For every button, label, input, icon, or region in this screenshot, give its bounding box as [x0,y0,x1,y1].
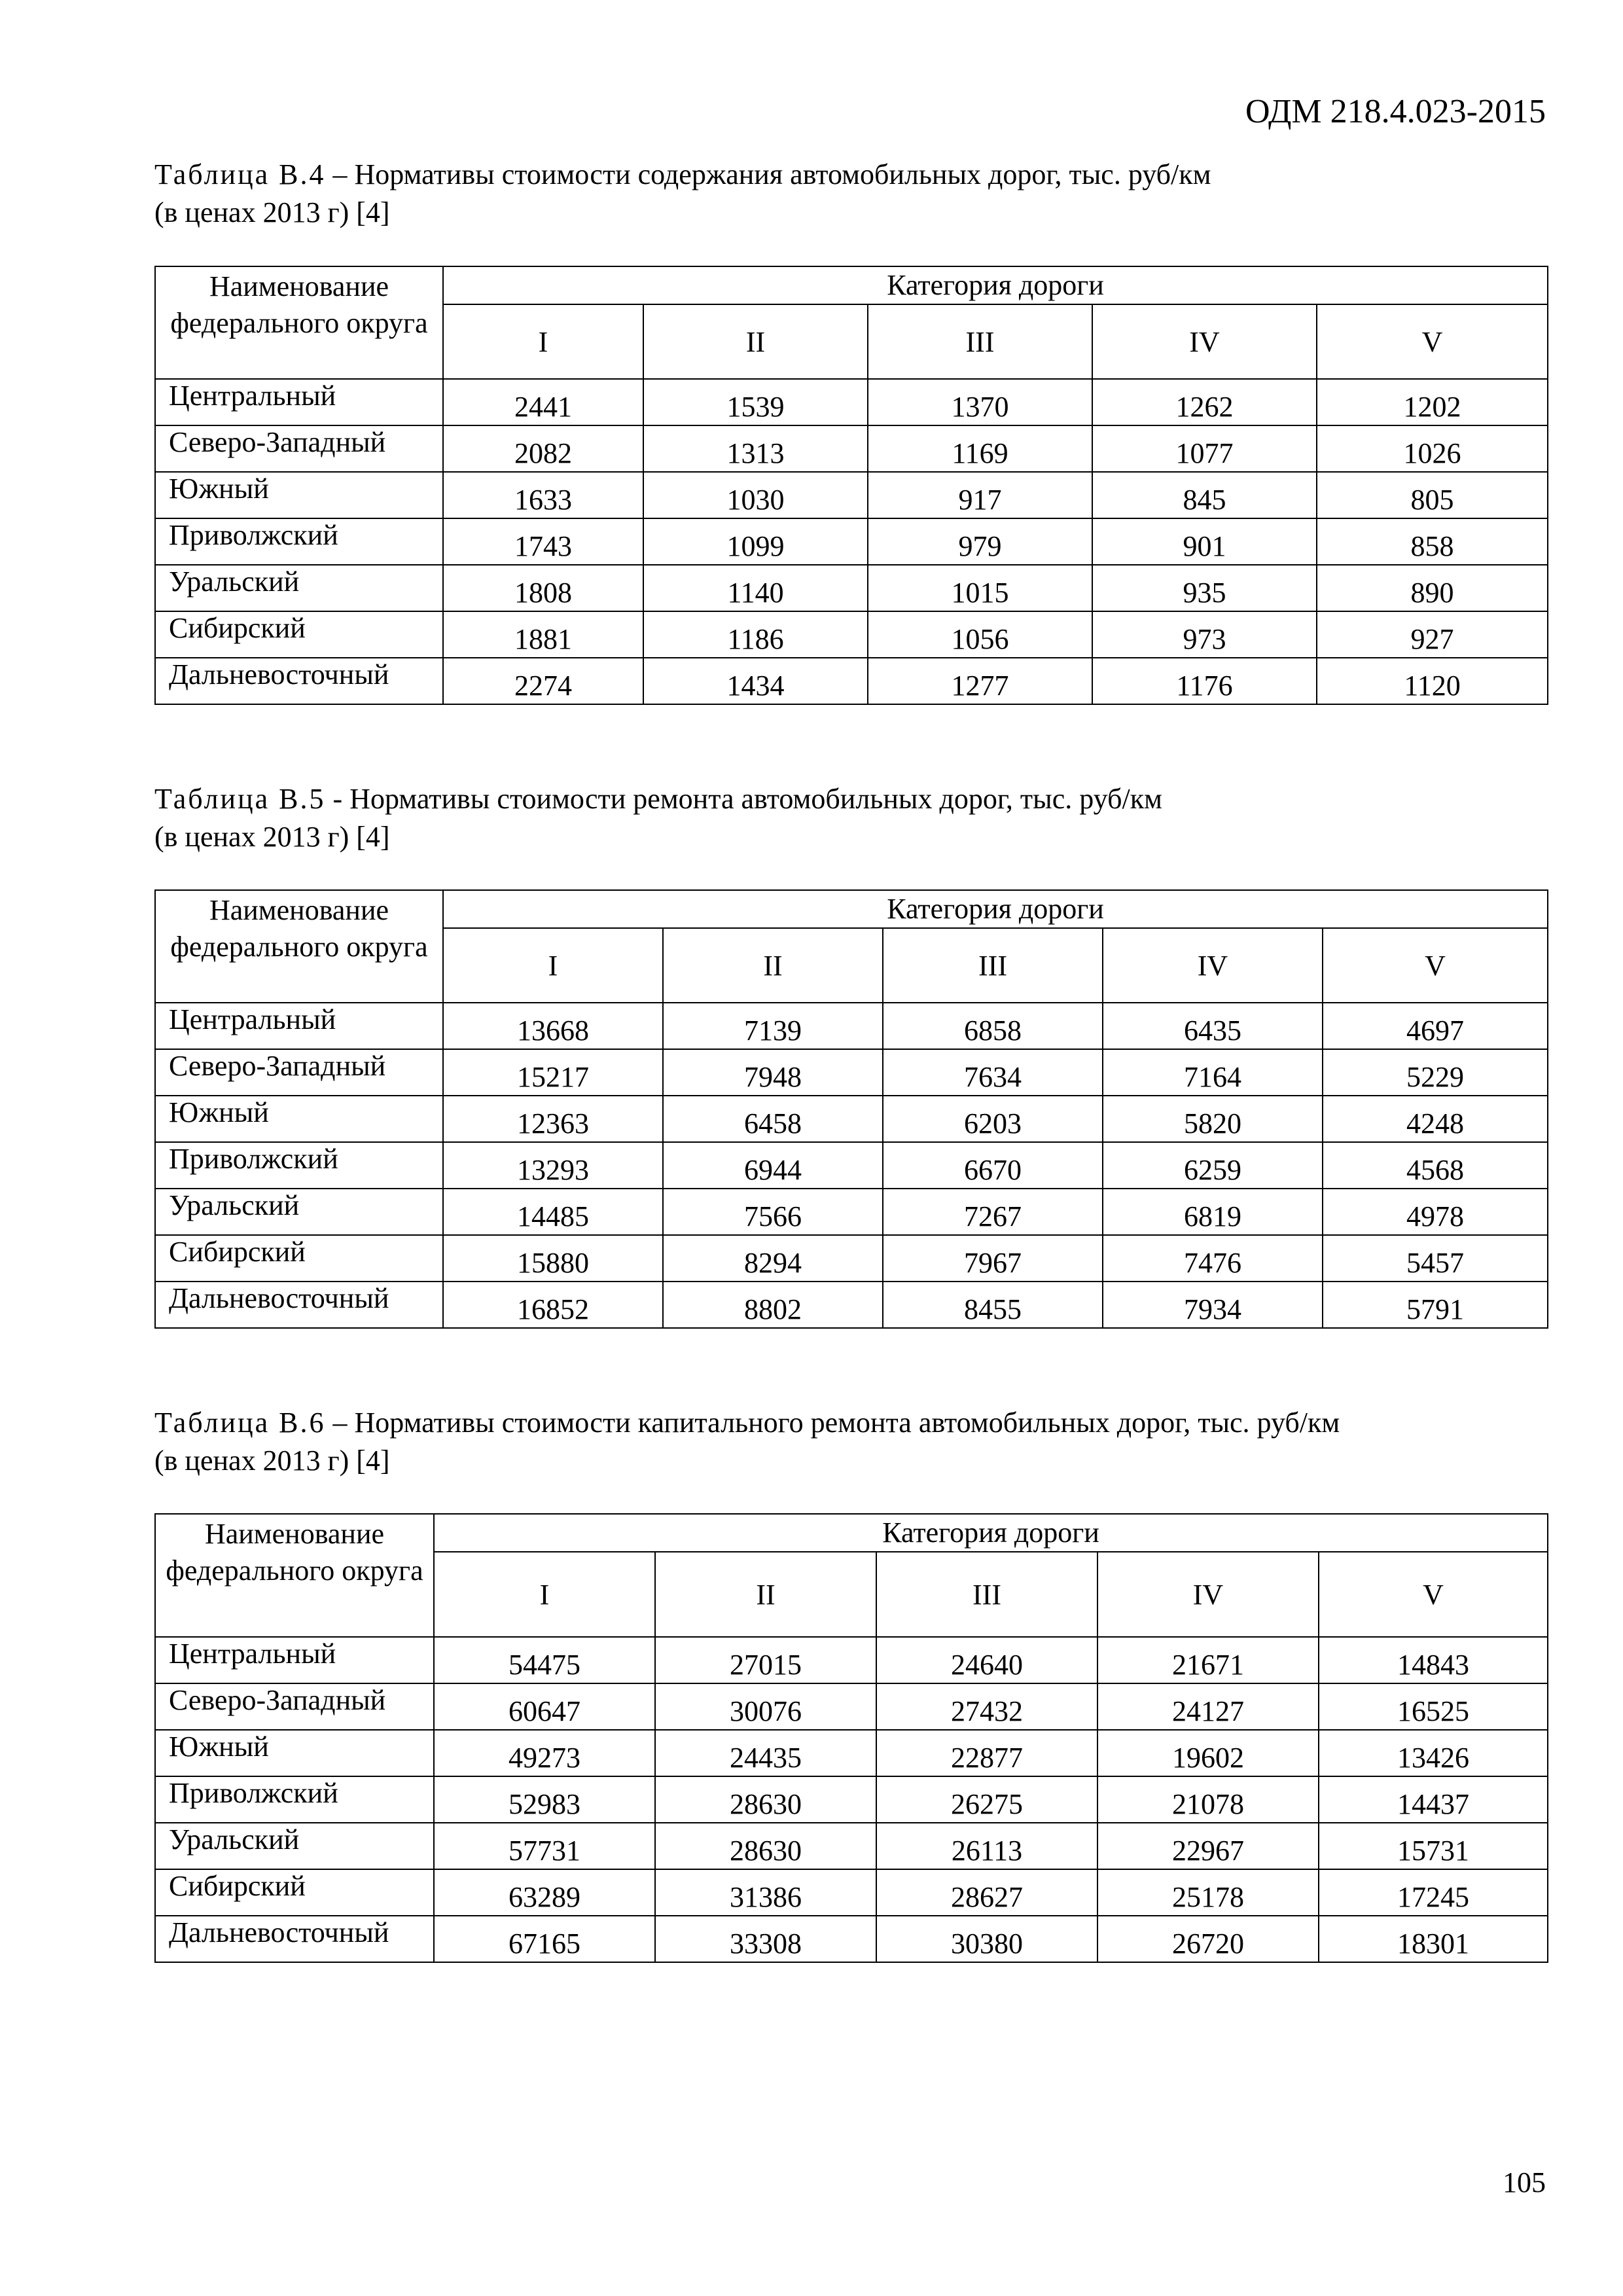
value-cell: 1140 [643,565,868,611]
value-cell: 1881 [443,611,643,658]
caption-label: Таблица В.4 [154,158,326,190]
value-cell: 7164 [1103,1049,1323,1096]
value-cell: 7267 [883,1189,1103,1235]
table-body [155,1637,1548,1962]
value-cell: 4248 [1323,1096,1548,1142]
value-cell: 927 [1317,611,1548,658]
value-cell: 5791 [1323,1282,1548,1328]
value-cell: 1539 [643,379,868,425]
value-cell: 1056 [868,611,1092,658]
caption-line-2: (в ценах 2013 г) [4] [154,1444,390,1477]
value-cell: 4697 [1323,1003,1548,1049]
caption-line-2: (в ценах 2013 г) [4] [154,196,390,228]
value-cell: 7934 [1103,1282,1323,1328]
value-cell: 1176 [1092,658,1317,704]
table-row [155,379,1548,425]
district-name-cell: Приволжский [155,1142,443,1189]
value-cell: 1169 [868,425,1092,472]
district-name-cell: Сибирский [155,611,443,658]
value-cell: 28627 [876,1869,1097,1916]
value-cell: 1030 [643,472,868,518]
value-cell: 7139 [663,1003,883,1049]
district-name-cell: Уральский [155,1189,443,1235]
value-cell: 63289 [434,1869,655,1916]
table-caption-b4 [154,156,1211,232]
value-cell: 26113 [876,1823,1097,1869]
value-cell: 1015 [868,565,1092,611]
district-name-cell: Уральский [155,565,443,611]
value-cell: 901 [1092,518,1317,565]
value-cell: 27432 [876,1683,1097,1730]
district-name-cell: Приволжский [155,1776,434,1823]
value-cell: 1186 [643,611,868,658]
header-cat-5: V [1319,1552,1548,1637]
value-cell: 4978 [1323,1189,1548,1235]
table-body [155,1003,1548,1328]
caption-line-1 [154,1404,1340,1442]
district-name-cell: Дальневосточный [155,1282,443,1328]
header-district-name: Наименование федерального округа [155,1514,434,1637]
value-cell: 7634 [883,1049,1103,1096]
table-row [155,1282,1548,1328]
value-cell: 1313 [643,425,868,472]
value-cell: 17245 [1319,1869,1548,1916]
value-cell: 1120 [1317,658,1548,704]
value-cell: 49273 [434,1730,655,1776]
value-cell: 1370 [868,379,1092,425]
value-cell: 22967 [1097,1823,1319,1869]
value-cell: 6858 [883,1003,1103,1049]
value-cell: 973 [1092,611,1317,658]
table-row [155,1049,1548,1096]
value-cell: 15217 [443,1049,663,1096]
value-cell: 22877 [876,1730,1097,1776]
value-cell: 2274 [443,658,643,704]
value-cell: 5457 [1323,1235,1548,1282]
district-name-cell: Сибирский [155,1235,443,1282]
value-cell: 60647 [434,1683,655,1730]
header-district-name: Наименование федерального округа [155,890,443,1003]
value-cell: 1743 [443,518,643,565]
value-cell: 24640 [876,1637,1097,1683]
table-caption-b6 [154,1404,1340,1480]
value-cell: 16525 [1319,1683,1548,1730]
table-row [155,1823,1548,1869]
district-name-cell: Центральный [155,1637,434,1683]
caption-label: Таблица В.6 [154,1407,326,1439]
value-cell: 1434 [643,658,868,704]
district-name-cell: Приволжский [155,518,443,565]
header-cat-2: II [643,304,868,379]
value-cell: 6259 [1103,1142,1323,1189]
header-cat-2: II [655,1552,876,1637]
header-row-category [155,890,1548,928]
value-cell: 4568 [1323,1142,1548,1189]
value-cell: 52983 [434,1776,655,1823]
table-row [155,472,1548,518]
header-cat-4: IV [1092,304,1317,379]
table-row [155,1730,1548,1776]
header-row-category [155,1514,1548,1552]
document-code: ОДМ 218.4.023-2015 [1245,93,1546,130]
value-cell: 7967 [883,1235,1103,1282]
header-road-category: Категория дороги [434,1514,1548,1552]
value-cell: 13426 [1319,1730,1548,1776]
district-name-cell: Северо-Западный [155,1683,434,1730]
value-cell: 5820 [1103,1096,1323,1142]
value-cell: 33308 [655,1916,876,1962]
district-name-cell: Дальневосточный [155,1916,434,1962]
value-cell: 16852 [443,1282,663,1328]
value-cell: 6458 [663,1096,883,1142]
caption-line-2: (в ценах 2013 г) [4] [154,821,390,853]
value-cell: 28630 [655,1823,876,1869]
header-cat-1: I [443,928,663,1003]
header-cat-3: III [876,1552,1097,1637]
value-cell: 845 [1092,472,1317,518]
value-cell: 13668 [443,1003,663,1049]
district-name-cell: Сибирский [155,1869,434,1916]
district-name-cell: Южный [155,1096,443,1142]
value-cell: 26720 [1097,1916,1319,1962]
caption-title: - Нормативы стоимости ремонта автомобильных дорог, тыс. руб/км [325,783,1162,815]
header-cat-5: V [1317,304,1548,379]
table-row [155,611,1548,658]
district-name-cell: Северо-Западный [155,425,443,472]
table-row [155,1189,1548,1235]
value-cell: 21078 [1097,1776,1319,1823]
value-cell: 5229 [1323,1049,1548,1096]
value-cell: 12363 [443,1096,663,1142]
district-name-cell: Северо-Западный [155,1049,443,1096]
value-cell: 1202 [1317,379,1548,425]
caption-line-1 [154,156,1211,194]
table-row [155,1142,1548,1189]
table-row [155,1776,1548,1823]
caption-title: – Нормативы стоимости капитального ремонта автомобильных дорог, тыс. руб/км [325,1407,1340,1439]
value-cell: 15880 [443,1235,663,1282]
header-cat-3: III [883,928,1103,1003]
value-cell: 917 [868,472,1092,518]
value-cell: 1077 [1092,425,1317,472]
district-name-cell: Центральный [155,1003,443,1049]
value-cell: 8294 [663,1235,883,1282]
header-cat-2: II [663,928,883,1003]
value-cell: 7948 [663,1049,883,1096]
value-cell: 1262 [1092,379,1317,425]
table-b4 [154,266,1548,705]
table-row [155,425,1548,472]
value-cell: 26275 [876,1776,1097,1823]
value-cell: 21671 [1097,1637,1319,1683]
table-row [155,1869,1548,1916]
value-cell: 30076 [655,1683,876,1730]
caption-line-1 [154,780,1162,818]
header-cat-3: III [868,304,1092,379]
header-cat-5: V [1323,928,1548,1003]
header-district-name: Наименование федерального округа [155,266,443,379]
value-cell: 8802 [663,1282,883,1328]
table-row [155,1637,1548,1683]
table-row [155,1683,1548,1730]
table-row [155,518,1548,565]
value-cell: 8455 [883,1282,1103,1328]
table-row [155,1235,1548,1282]
value-cell: 54475 [434,1637,655,1683]
value-cell: 24435 [655,1730,876,1776]
value-cell: 2082 [443,425,643,472]
value-cell: 31386 [655,1869,876,1916]
value-cell: 1026 [1317,425,1548,472]
value-cell: 7566 [663,1189,883,1235]
district-name-cell: Уральский [155,1823,434,1869]
table-row [155,1096,1548,1142]
header-cat-4: IV [1103,928,1323,1003]
value-cell: 18301 [1319,1916,1548,1962]
value-cell: 24127 [1097,1683,1319,1730]
header-road-category: Категория дороги [443,890,1548,928]
value-cell: 67165 [434,1916,655,1962]
table-row [155,658,1548,704]
table-caption-b5 [154,780,1162,856]
value-cell: 27015 [655,1637,876,1683]
value-cell: 858 [1317,518,1548,565]
value-cell: 57731 [434,1823,655,1869]
value-cell: 6435 [1103,1003,1323,1049]
table-row [155,565,1548,611]
value-cell: 14437 [1319,1776,1548,1823]
value-cell: 6203 [883,1096,1103,1142]
value-cell: 979 [868,518,1092,565]
value-cell: 1808 [443,565,643,611]
district-name-cell: Южный [155,1730,434,1776]
value-cell: 935 [1092,565,1317,611]
header-road-category: Категория дороги [443,266,1548,304]
table-b6 [154,1513,1548,1963]
district-name-cell: Южный [155,472,443,518]
value-cell: 28630 [655,1776,876,1823]
value-cell: 30380 [876,1916,1097,1962]
value-cell: 805 [1317,472,1548,518]
value-cell: 6944 [663,1142,883,1189]
value-cell: 6819 [1103,1189,1323,1235]
value-cell: 19602 [1097,1730,1319,1776]
header-row-category [155,266,1548,304]
value-cell: 25178 [1097,1869,1319,1916]
district-name-cell: Центральный [155,379,443,425]
value-cell: 7476 [1103,1235,1323,1282]
value-cell: 1633 [443,472,643,518]
value-cell: 1277 [868,658,1092,704]
header-cat-1: I [443,304,643,379]
table-row [155,1916,1548,1962]
table-body [155,379,1548,704]
value-cell: 14843 [1319,1637,1548,1683]
value-cell: 6670 [883,1142,1103,1189]
table-row [155,1003,1548,1049]
value-cell: 14485 [443,1189,663,1235]
caption-label: Таблица В.5 [154,783,326,815]
caption-title: – Нормативы стоимости содержания автомобильных дорог, тыс. руб/км [325,158,1211,190]
page-number: 105 [1503,2166,1546,2198]
header-cat-4: IV [1097,1552,1319,1637]
value-cell: 15731 [1319,1823,1548,1869]
value-cell: 13293 [443,1142,663,1189]
table-b5 [154,889,1548,1329]
value-cell: 2441 [443,379,643,425]
district-name-cell: Дальневосточный [155,658,443,704]
value-cell: 1099 [643,518,868,565]
header-cat-1: I [434,1552,655,1637]
value-cell: 890 [1317,565,1548,611]
